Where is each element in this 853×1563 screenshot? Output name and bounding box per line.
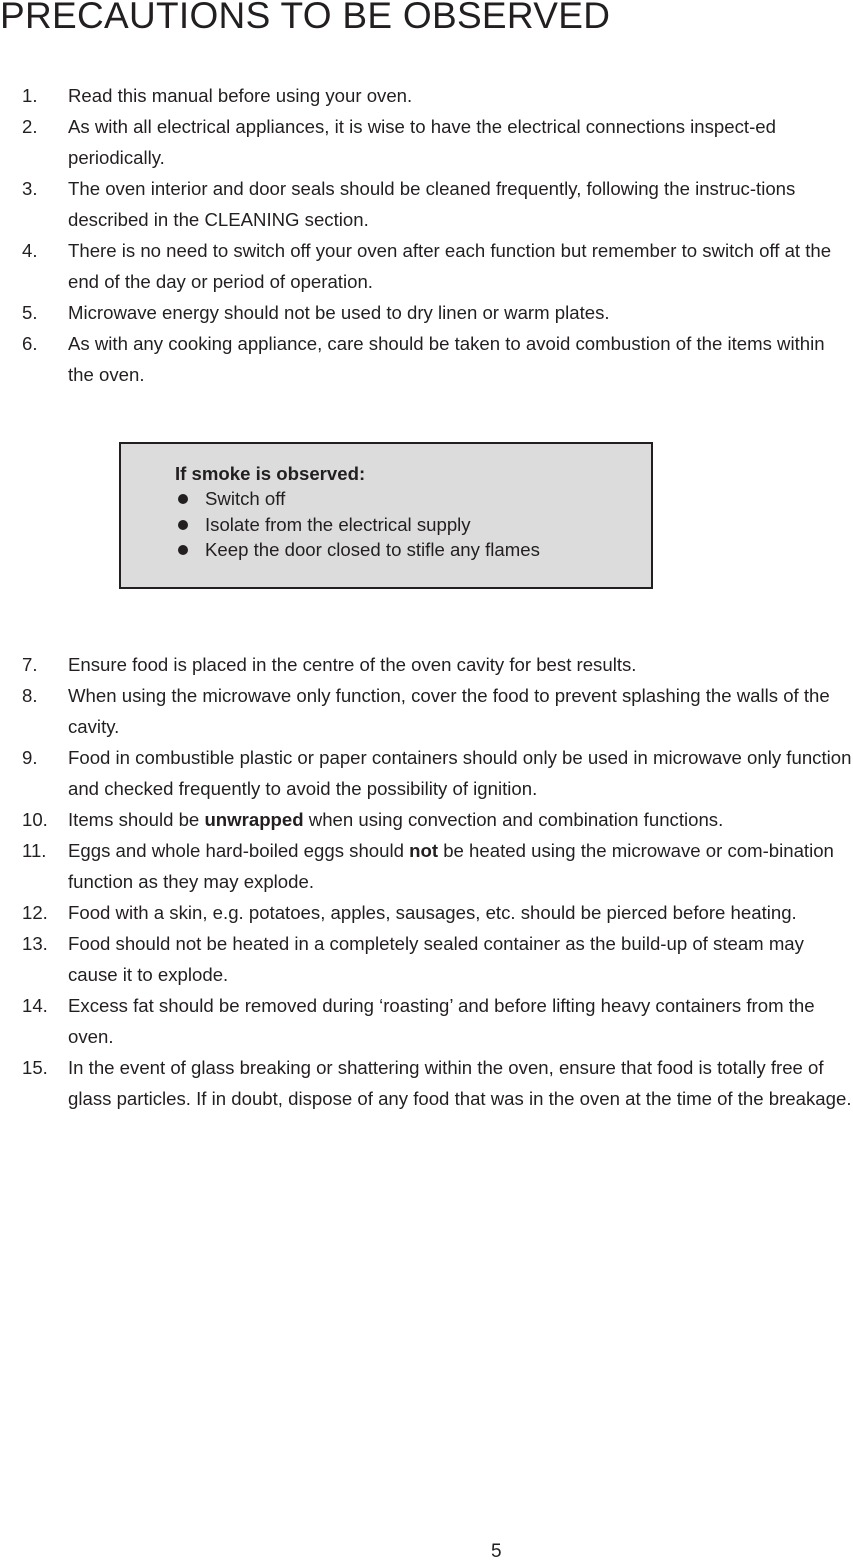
smoke-warning-heading: If smoke is observed: [175,463,366,484]
item-text-pre: Eggs and whole hard-boiled eggs should [68,840,410,861]
list-item [0,680,853,742]
item-text: Excess fat should be removed during ‘roasting’ and before lifting heavy containers from the oven. [68,995,815,1047]
item-number: 8. [22,685,38,706]
list-item [0,990,853,1052]
list-item [0,235,853,297]
list-item [0,835,853,897]
list-item [0,1052,853,1114]
smoke-warning-text: Switch off [205,488,286,509]
list-item [0,328,853,390]
item-number: 4. [22,240,38,261]
item-number: 15. [22,1057,48,1078]
item-number: 10. [22,809,48,830]
smoke-warning-item [175,537,540,563]
emphasis-text: not [409,840,439,861]
item-text: Read this manual before using your oven. [68,85,413,106]
item-number: 11. [22,840,47,861]
item-number: 3. [22,178,38,199]
item-text-pre: Items should be [68,809,205,830]
emphasis-text: unwrapped [204,809,304,830]
item-text: Food with a skin, e.g. potatoes, apples, sausages, etc. should be pierced before heating. [68,902,797,923]
smoke-warning-text: Isolate from the electrical supply [205,513,471,535]
precautions-list-part-1 [0,80,853,390]
item-text: As with all electrical appliances, it is wise to have the electrical connections inspect-ed periodically. [68,116,776,168]
list-item [0,804,853,835]
page-number: 5 [491,1541,502,1562]
item-number: 7. [22,654,38,675]
list-item [0,80,853,111]
item-text-post: when using convection and combination functions. [303,809,724,830]
item-number: 14. [22,995,48,1016]
item-text-post: be heated using the microwave or com-bination function as they may explode. [68,840,834,892]
item-text [68,804,853,835]
item-text [68,835,853,897]
list-item [0,111,853,173]
bullet-icon [178,545,188,555]
item-number: 6. [22,333,38,354]
list-item [0,173,853,235]
item-text: There is no need to switch off your oven after each function but remember to switch off at the end of the day or period of operation. [68,240,832,292]
item-text: In the event of glass breaking or shattering within the oven, ensure that food is totally free of glass particles. If in doubt, dispose of any food that was in the oven at the time of the breakage. [68,1057,852,1109]
item-text: As with any cooking appliance, care should be taken to avoid combustion of the items within the oven. [68,333,825,385]
list-item [0,742,853,804]
item-number: 9. [22,747,38,768]
item-text: The oven interior and door seals should be cleaned frequently, following the instruc-tions described in the CLEANING section. [68,178,796,230]
item-text: Ensure food is placed in the centre of the oven cavity for best results. [68,654,637,675]
list-item [0,897,853,928]
item-number: 12. [22,902,48,923]
list-item [0,928,853,990]
item-text: Microwave energy should not be used to dry linen or warm plates. [68,302,610,323]
item-text: When using the microwave only function, cover the food to prevent splashing the walls of the cavity. [68,685,830,737]
smoke-warning-item [175,512,540,538]
item-number: 1. [22,85,38,106]
bullet-icon [178,520,188,530]
smoke-warning-box [119,442,653,589]
precautions-list-part-2 [0,649,853,1114]
item-number: 5. [22,302,38,323]
page-title: PRECAUTIONS TO BE OBSERVED [0,0,611,36]
item-text: Food in combustible plastic or paper containers should only be used in microwave only function and checked frequently to avoid the possibility of ignition. [68,747,852,799]
item-text: Food should not be heated in a completely sealed container as the build-up of steam may cause it to explode. [68,933,804,985]
smoke-warning-text: Keep the door closed to stifle any flames [205,539,540,560]
smoke-warning-item [175,486,540,512]
item-number: 13. [22,933,48,954]
smoke-warning-list [175,486,540,563]
item-number: 2. [22,116,38,137]
list-item [0,297,853,328]
bullet-icon [178,494,188,504]
list-item [0,649,853,680]
